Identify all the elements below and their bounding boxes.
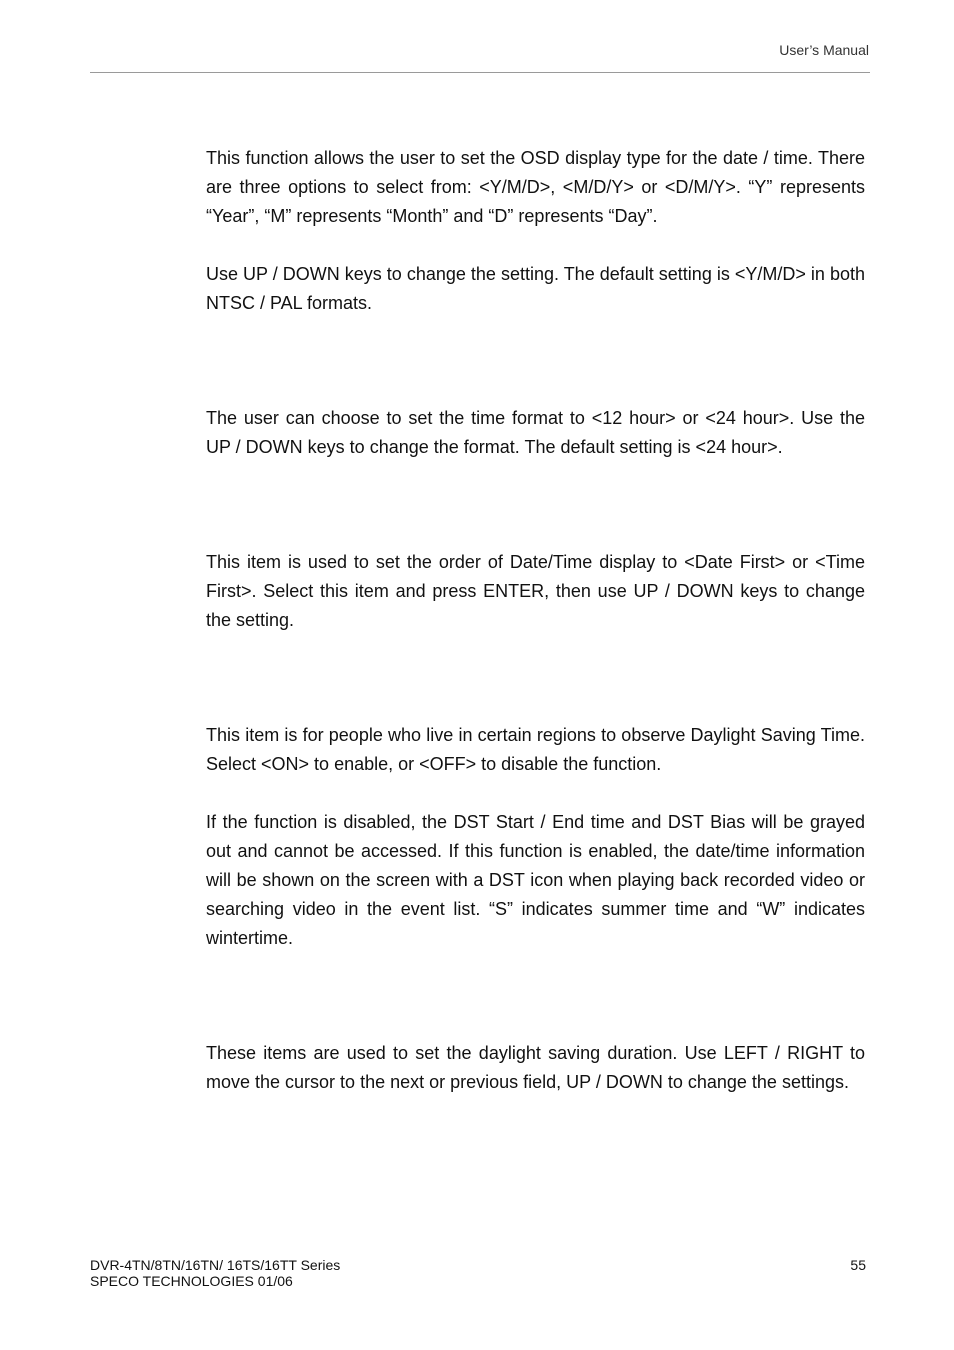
paragraph-date-format: This function allows the user to set the OSD display type for the date / time. There are three options to select from: <Y/M/D>, <M/D/Y> or <D/M/Y>. “Y” represents “Year”, “M” represents “Month” and “D” represents “Day”. <box>206 148 865 226</box>
footer-company: SPECO TECHNOLOGIES 01/06 <box>90 1273 293 1289</box>
paragraph-date-format-default: Use UP / DOWN keys to change the setting. The default setting is <Y/M/D> in both NTSC / PAL formats. <box>206 264 865 313</box>
paragraph-dst-duration: These items are used to set the daylight saving duration. Use LEFT / RIGHT to move the cursor to the next or previous field, UP / DOWN to change the settings. <box>206 1043 865 1092</box>
paragraph-display-order: This item is used to set the order of Date/Time display to <Date First> or <Time First>. Select this item and press ENTER, then use UP / DOWN keys to change the setting. <box>206 552 865 630</box>
footer-info <box>90 1257 340 1289</box>
running-header: User’s Manual <box>779 42 869 58</box>
footer-model: DVR-4TN/8TN/16TN/ 16TS/16TT Series <box>90 1257 341 1273</box>
page-number: 55 <box>850 1257 866 1273</box>
header-divider <box>90 72 870 73</box>
paragraph-time-format: The user can choose to set the time format to <12 hour> or <24 hour>. Use the UP / DOWN keys to change the format. The default setting is <24 hour>. <box>206 408 865 457</box>
paragraph-dst: This item is for people who live in certain regions to observe Daylight Saving Time. Select <ON> to enable, or <OFF> to disable the function. <box>206 725 865 774</box>
paragraph-dst-details: If the function is disabled, the DST Start / End time and DST Bias will be grayed out and cannot be accessed. If this function is enabled, the date/time information will be shown on the screen with a DST icon when playing back recorded video or searching video in the event list. “S” indicates summer time and “W” indicates wintertime. <box>206 812 865 948</box>
